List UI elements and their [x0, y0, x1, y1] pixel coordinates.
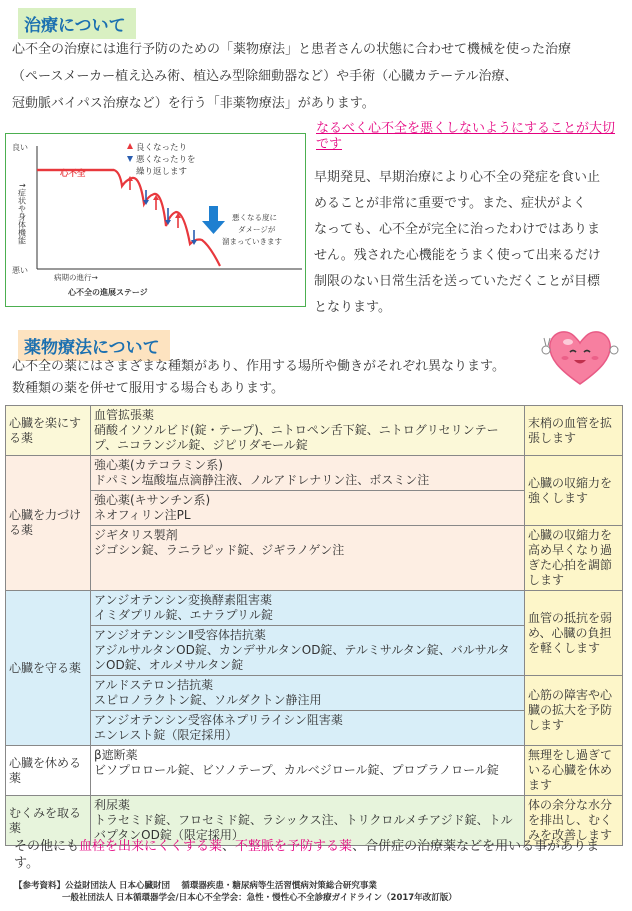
table-row	[6, 746, 623, 796]
heart-failure-stage-diagram	[5, 133, 306, 307]
drug-cell	[91, 491, 525, 526]
intro-line: 冠動脈バイパス治療など）を行う「非薬物療法」があります。	[12, 96, 375, 111]
intro-line: 心不全の治療には進行予防のための「薬物療法」と患者さんの状態に合わせて機械を使った治療	[12, 42, 572, 57]
message-line: となります。	[314, 300, 391, 315]
category-cell: 心臓を休める薬	[6, 746, 91, 796]
drug-class: アンジオテンシン受容体ネプリライシン阻害薬	[94, 713, 343, 727]
key-message-heading: なるべく心不全を悪くしないようにすることが大切です	[316, 121, 616, 152]
effect-cell: 体の余分な水分を排出し、むくみを改善します	[525, 796, 623, 846]
other-mid: 、	[222, 839, 236, 854]
drug-cell	[91, 676, 525, 711]
message-line: 制限のない日常生活を送っていただくことが目標	[314, 274, 601, 289]
drug-cell	[91, 626, 525, 676]
drug-examples: ビソプロロール錠、ビソノテープ、カルベジロール錠、プロプラノロール錠	[94, 763, 499, 777]
message-line: せん。残された心機能をうまく使って出来るだけ	[314, 248, 601, 263]
y-axis-label: ↑症状や身体機能	[17, 182, 27, 245]
category-cell: 心臓を楽にする薬	[6, 406, 91, 456]
effect-cell: 血管の抵抗を弱め、心臓の負担を軽くします	[525, 591, 623, 676]
intro-line: （ペースメーカー植え込み術、植込み型除細動器など）や手術（心臓カテーテル治療、	[12, 69, 518, 84]
drug-cell	[91, 591, 525, 626]
drug-class: 強心薬(カテコラミン系)	[94, 458, 223, 472]
highlight-antiarrhythmic: 不整脈を予防する薬	[235, 839, 353, 854]
table-row	[6, 591, 623, 626]
reference-line: 【参考資料】公益財団法人 日本心臓財団 循環器疾患・糖尿病等生活習慣病対策総合研究事業	[14, 881, 377, 891]
y-top-label: 良い	[12, 143, 28, 152]
effect-cell: 心筋の障害や心臓の拡大を予防します	[525, 676, 623, 746]
drug-examples: ジゴシン錠、ラニラピッド錠、ジギラノゲン注	[94, 543, 345, 557]
references	[14, 880, 457, 904]
key-message-body	[314, 165, 626, 321]
diagram-caption: 心不全の進展ステージ	[68, 288, 148, 297]
curve-label: 心不全	[60, 169, 86, 179]
other-medicines-note	[14, 838, 614, 872]
other-post: 、合併症の治療薬などを用いる事があります。	[14, 839, 600, 871]
table-row	[6, 676, 623, 711]
section-title-drug-therapy: 薬物療法について	[18, 330, 170, 361]
legend-line-3: 繰り返します	[136, 167, 188, 177]
table-row	[6, 526, 623, 591]
drug-table	[5, 405, 623, 846]
effect-cell: 無理をし過ぎている心臓を休めます	[525, 746, 623, 796]
treatment-intro	[12, 36, 622, 117]
drug-intro-line: 数種類の薬を併せて服用する場合もあります。	[12, 381, 284, 396]
drug-examples: アジルサルタンOD錠、カンデサルタンOD錠、テルミサルタン錠、バルサルタンOD錠、オルメサルタン錠	[94, 643, 510, 672]
drug-examples: エンレスト錠（限定採用）	[94, 728, 238, 742]
drug-class: アンジオテンシンⅡ受容体拮抗薬	[94, 628, 266, 642]
drug-class: 強心薬(キサンチン系)	[94, 493, 211, 507]
heart-mascot-icon	[540, 320, 620, 390]
big-down-arrow-icon	[209, 206, 218, 222]
category-cell: 心臓を守る薬	[6, 591, 91, 746]
drug-therapy-intro	[12, 356, 572, 400]
legend-line-1: 良くなったり	[136, 143, 188, 153]
drug-class: ジギタリス製剤	[94, 528, 178, 542]
category-cell: 心臓を力づける薬	[6, 456, 91, 591]
drug-cell	[91, 711, 525, 746]
disease-curve	[37, 170, 220, 266]
drug-examples: 硝酸イソソルビド(錠・テープ)、ニトロペン舌下錠、ニトログリセリンテープ、ニコランジル錠、ジピリダモール錠	[94, 423, 499, 452]
other-pre: その他にも	[14, 839, 80, 854]
drug-examples: トラセミド錠、フロセミド錠、ラシックス注、トリクロルメチアジド錠、トルバプタンOD錠（限定採用）	[94, 813, 513, 842]
drug-class: 利尿薬	[94, 798, 131, 812]
drug-examples: イミダプリル錠、エナラプリル錠	[94, 608, 274, 622]
drug-class: 血管拡張薬	[94, 408, 155, 422]
effect-cell: 末梢の血管を拡張します	[525, 406, 623, 456]
drug-intro-line: 心不全の薬にはさまざまな種類があり、作用する場所や働きがそれぞれ異なります。	[12, 359, 505, 374]
drug-cell	[91, 456, 525, 491]
y-bottom-label: 悪い	[12, 266, 28, 275]
effect-cell: 心臓の収縮力を強くします	[525, 456, 623, 526]
drug-class: アンジオテンシン変換酵素阻害薬	[94, 593, 273, 607]
drug-examples: ネオフィリン注PL	[94, 508, 191, 522]
message-line: 早期発見、早期治療により心不全の発症を食い止	[314, 170, 601, 185]
note-line-3: 溜まっていきます	[222, 237, 282, 246]
drug-examples: ドパミン塩酸塩点滴静注液、ノルアドレナリン注、ボスミン注	[94, 473, 430, 487]
note-line-1: 悪くなる度に	[232, 213, 277, 222]
effect-cell: 心臓の収縮力を高め早くなり過ぎた心拍を調節します	[525, 526, 623, 591]
legend-line-2: 悪くなったりを	[136, 155, 196, 165]
category-cell: むくみを取る薬	[6, 796, 91, 846]
drug-cell	[91, 746, 525, 796]
x-axis-label: 病期の進行→	[54, 273, 98, 282]
drug-cell	[91, 406, 525, 456]
reference-line: 一般社団法人 日本循環器学会/日本心不全学会：急性・慢性心不全診療ガイドライン（2017年改訂版）	[62, 893, 457, 903]
drug-examples: スピロノラクトン錠、ソルダクトン静注用	[94, 693, 322, 707]
note-line-2: ダメージが	[238, 225, 276, 234]
message-line: なっても、心不全が完全に治ったわけではありま	[314, 222, 601, 237]
table-row	[6, 456, 623, 491]
section-title-treatment: 治療について	[18, 8, 136, 39]
table-row	[6, 406, 623, 456]
drug-class: アルドステロン拮抗薬	[94, 678, 214, 692]
highlight-anticoagulant: 血栓を出来にくくする薬	[79, 839, 223, 854]
drug-class: β遮断薬	[94, 748, 138, 762]
drug-cell	[91, 526, 525, 591]
message-line: めることが非常に重要です。また、症状がよく	[314, 196, 586, 211]
